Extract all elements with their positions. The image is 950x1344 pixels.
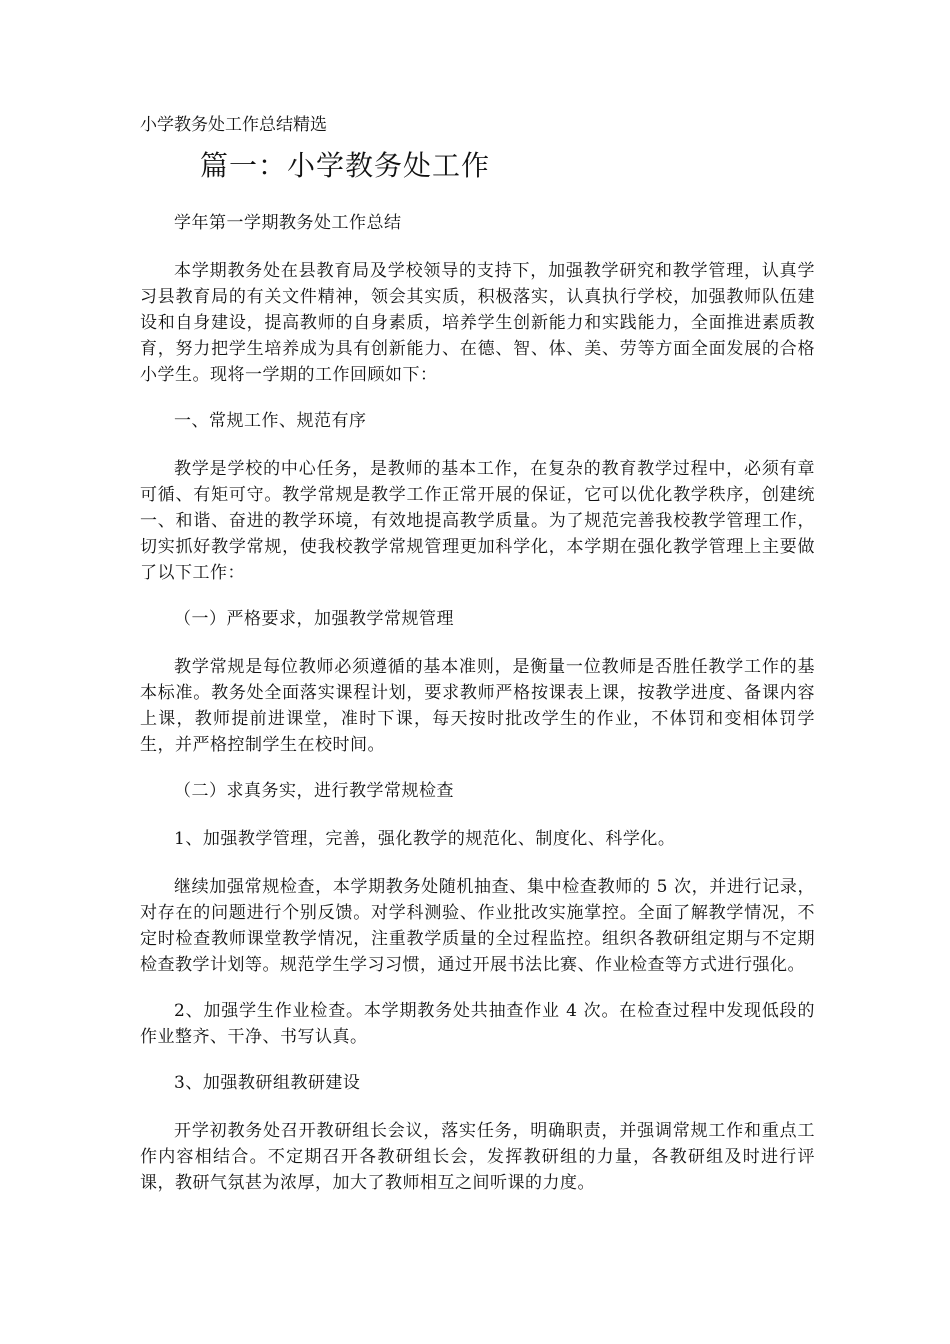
report-subtitle: 学年第一学期教务处工作总结 bbox=[174, 213, 402, 233]
homework-inspection-paragraph: 2、加强学生作业检查。本学期教务处共抽查作业 4 次。在检查过程中发现低段的作业整齐、干净、书写认真。 bbox=[140, 1001, 815, 1047]
strict-requirements-paragraph: 教学常规是每位教师必须遵循的基本准则，是衡量一位教师是否胜任教学工作的基本标准。教务处全面落实课程计划，要求教师严格按课表上课，按教学进度、备课内容上课，教师提前进课堂，准时下课，每天按时批改学生的作业，不体罚和变相体罚学生，并严格控制学生在校时间。 bbox=[140, 657, 815, 755]
item-heading-teaching-management: 1、加强教学管理，完善，强化教学的规范化、制度化、科学化。 bbox=[174, 829, 676, 849]
item-heading-research-groups: 3、加强教研组教研建设 bbox=[174, 1073, 361, 1093]
research-groups-paragraph: 开学初教务处召开教研组长会议，落实任务，明确职责，并强调常规工作和重点工作内容相结合。不定期召开各教研组长会，发挥教研组的力量，各教研组及时进行评课，教研气氛甚为浓厚，加大了教师相互之间听课的力度。 bbox=[140, 1121, 815, 1193]
subsection-heading-strict-requirements: （一）严格要求，加强教学常规管理 bbox=[174, 609, 454, 629]
section-heading: 篇一：小学教务处工作 bbox=[200, 149, 491, 182]
section-heading-routine-work: 一、常规工作、规范有序 bbox=[174, 411, 367, 431]
intro-paragraph: 本学期教务处在县教育局及学校领导的支持下，加强教学研究和教学管理，认真学习县教育局的有关文件精神，领会其实质，积极落实，认真执行学校，加强教师队伍建设和自身建设，提高教师的自身素质，培养学生创新能力和实践能力，全面推进素质教育，努力把学生培养成为具有创新能力、在德、智、体、美、劳等方面全面发展的合格小学生。现将一学期的工作回顾如下： bbox=[140, 261, 815, 385]
inspection-paragraph: 继续加强常规检查，本学期教务处随机抽查、集中检查教师的 5 次，并进行记录，对存在的问题进行个别反馈。对学科测验、作业批改实施掌控。全面了解教学情况，不定时检查教师课堂教学情况，注重教学质量的全过程监控。组织各教研组定期与不定期检查教学计划等。规范学生学习习惯，通过开展书法比赛、作业检查等方式进行强化。 bbox=[140, 877, 815, 975]
subsection-heading-routine-inspection: （二）求真务实，进行教学常规检查 bbox=[174, 781, 454, 801]
routine-work-paragraph: 教学是学校的中心任务，是教师的基本工作，在复杂的教育教学过程中，必须有章可循、有矩可守。教学常规是教学工作正常开展的保证，它可以优化教学秩序，创建统一、和谐、奋进的教学环境，有效地提高教学质量。为了规范完善我校教学管理工作，切实抓好教学常规，使我校教学常规管理更加科学化，本学期在强化教学管理上主要做了以下工作： bbox=[140, 459, 815, 583]
document-body bbox=[140, 210, 815, 1216]
document-title: 小学教务处工作总结精选 bbox=[140, 115, 327, 135]
